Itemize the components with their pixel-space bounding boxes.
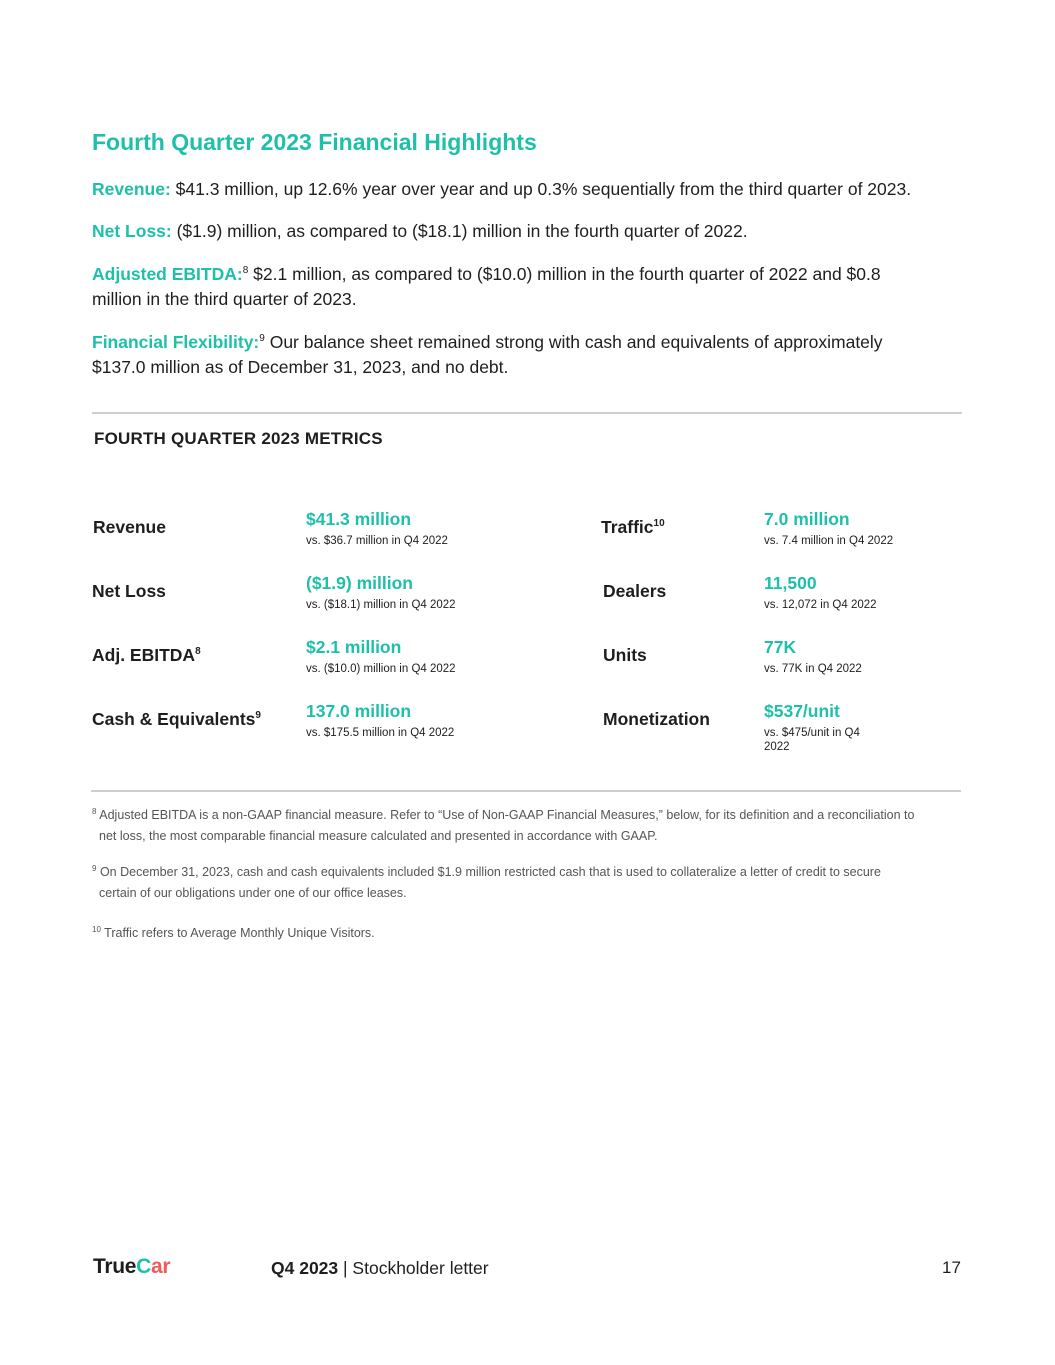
metric-label-cash-equivalents: Cash & Equivalents$^9$ <box>92 709 261 729</box>
highlight-revenue <box>92 177 972 202</box>
highlight-adjusted-ebitda <box>92 262 902 312</box>
metric-value-net-loss: ($1.9) million vs. ($18.1) million in Q4 2022 <box>306 573 456 611</box>
metric-value-adj-ebitda: $2.1 million vs. ($10.0) million in Q4 2022 <box>306 637 456 675</box>
divider-top <box>92 412 962 414</box>
metric-value-revenue: $41.3 million vs. $36.7 million in Q4 2022 <box>306 509 448 547</box>
footnote-number: 9 <box>92 863 97 873</box>
footnote-number: 8 <box>92 806 97 816</box>
metric-label-adj-ebitda: Adj. EBITDA$^8$ <box>92 645 201 665</box>
metric-value-monetization: $537/unit vs. $475/unit in Q4 2022 <box>764 701 860 753</box>
footnote-10: $^{10}$ Traffic refers to Average Monthly Unique Visitors. <box>92 924 375 940</box>
highlight-net-loss <box>92 219 972 244</box>
highlight-label: Financial Flexibility: <box>92 332 260 352</box>
metric-value-units: 77K vs. 77K in Q4 2022 <box>764 637 862 675</box>
footnote-ref: 8 <box>195 646 201 658</box>
highlight-label: Adjusted EBITDA: <box>92 264 243 284</box>
footnote-ref: 9 <box>259 333 265 345</box>
divider-bottom <box>91 790 961 792</box>
metric-label-monetization: Monetization <box>603 709 710 729</box>
metrics-title: FOURTH QUARTER 2023 METRICS <box>94 429 383 448</box>
footnote-ref: 8 <box>242 265 249 277</box>
metric-label-traffic: Traffic$^{10}$ <box>601 517 665 537</box>
footnote-8: $^8$ Adjusted EBITDA is a non-GAAP financial measure. Refer to “Use of Non-GAAP Financial Measures,” below, for its definition and a reconciliation to net loss, the most comparable financial measure calculated and presented in accordance with GAAP. <box>92 806 915 843</box>
highlight-text: $2.1 million, as compared to ($10.0) million in the fourth quarter of 2022 and $0.8 million in the third quarter of 2023. <box>92 264 881 309</box>
page-number: 17 <box>942 1258 961 1277</box>
highlight-financial-flexibility <box>92 330 922 380</box>
metric-value-traffic: 7.0 million vs. 7.4 million in Q4 2022 <box>764 509 894 547</box>
highlight-text: $41.3 million, up 12.6% year over year and up 0.3% sequentially from the third quarter of 2023. <box>175 179 912 199</box>
metric-value-dealers: 11,500 vs. 12,072 in Q4 2022 <box>764 573 877 611</box>
metric-label-revenue: Revenue <box>93 517 166 537</box>
highlight-text: ($1.9) million, as compared to ($18.1) million in the fourth quarter of 2022. <box>176 221 748 241</box>
highlight-text: Our balance sheet remained strong with cash and equivalents of approximately $137.0 million as of December 31, 2023, and no debt. <box>92 332 883 377</box>
highlight-label: Revenue: <box>92 179 171 199</box>
metric-label-units: Units <box>603 645 647 665</box>
metric-value-cash-equivalents: 137.0 million vs. $175.5 million in Q4 2022 <box>306 701 455 739</box>
footnote-number: 10 <box>92 924 101 934</box>
metric-label-dealers: Dealers <box>603 581 667 601</box>
metric-label-net-loss: Net Loss <box>92 581 166 601</box>
footnote-ref: 10 <box>653 518 665 530</box>
footer-title: Q4 2023 | Stockholder letter <box>271 1258 489 1278</box>
footnote-9: $^9$ On December 31, 2023, cash and cash equivalents included $1.9 million restricted cash that is used to collateralize a letter of credit to secure certain of our obligations under one of our office leases. <box>92 863 881 900</box>
footnote-ref: 9 <box>255 710 261 722</box>
page-heading: Fourth Quarter 2023 Financial Highlights <box>92 129 537 155</box>
highlight-label: Net Loss: <box>92 221 172 241</box>
truecar-logo: TrueCar <box>93 1255 171 1278</box>
